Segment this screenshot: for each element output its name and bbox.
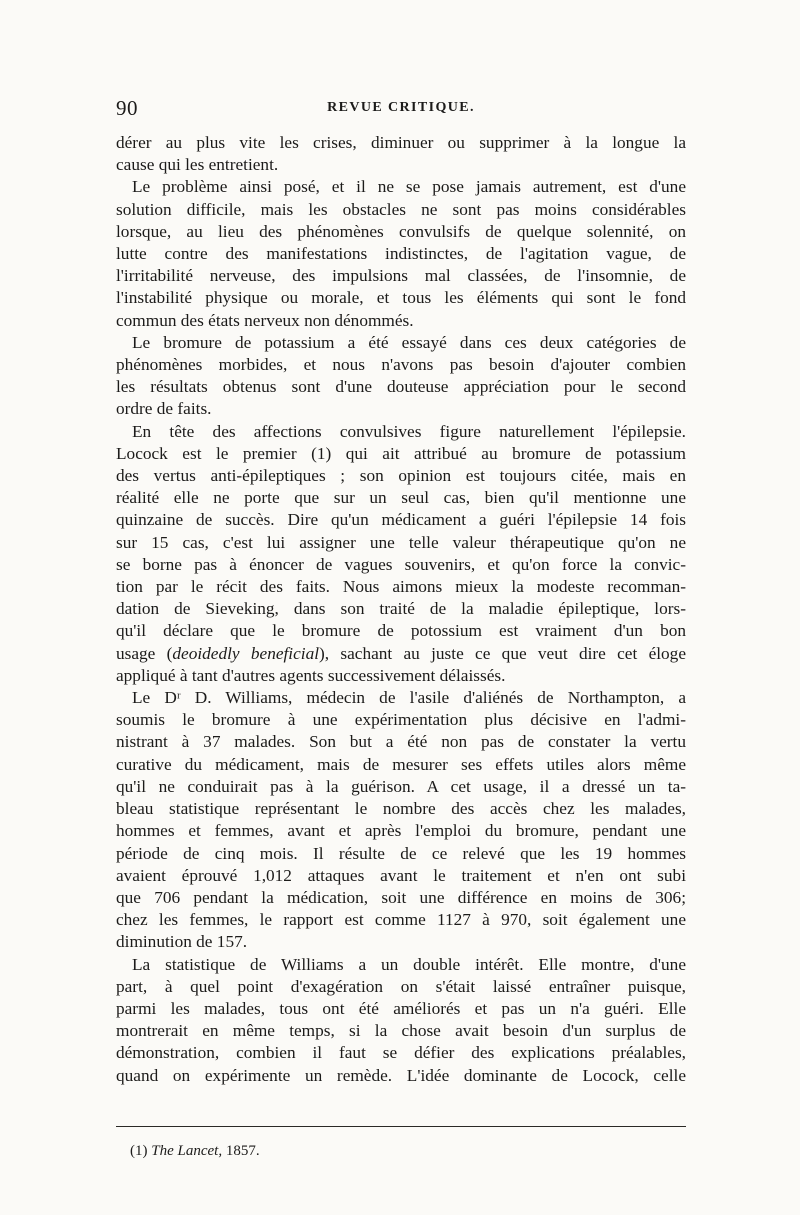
text-line [116,643,686,665]
text-line: soumis le bromure à une expérimentation plus décisive en l'admi- [116,710,686,730]
text-line: lutte contre des manifestations indistinctes, de l'agitation vague, de [116,244,686,264]
text-line: commun des états nerveux non dénommés. [116,310,414,330]
text-line: parmi les malades, tous ont été améliorés et pas un n'a guéri. Elle [116,998,686,1018]
text-line: que 706 pendant la médication, soit une différence en moins de 306; [116,887,686,907]
text-line: ordre de faits. [116,399,212,419]
text-line: solution difficile, mais les obstacles ne sont pas moins considérables [116,199,686,219]
text-segment: ), sachant au juste ce que veut dire cet éloge [319,643,686,663]
text-line: qu'il déclare que le bromure de potossium est vraiment d'un bon [116,621,686,641]
text-line: se borne pas à énoncer de vagues souvenirs, et qu'on force la convic- [116,554,686,574]
text-line: l'irritabilité nerveuse, des impulsions mal classées, de l'insomnie, de [116,266,686,286]
text-line: cause qui les entretient. [116,155,279,175]
text-line: quand on expérimente un remède. L'idée dominante de Locock, celle [116,1065,686,1085]
text-line: hommes et femmes, avant et après l'emploi du bromure, pendant une [116,821,686,841]
running-title: REVUE CRITIQUE. [327,100,475,115]
body-text [116,132,686,1087]
text-line: démonstration, combien il faut se défier des explications préalables, [116,1043,686,1063]
footnote-year: 1857. [225,1143,260,1159]
page-header [116,96,686,126]
text-line: part, à quel point d'exagération on s'était laissé entraîner puisque, [116,976,686,996]
text-line: Le bromure de potassium a été essayé dans ces deux catégories de [132,332,686,352]
footnote [130,1141,260,1161]
text-line: curative du médicament, mais de mesurer ses effets utiles alors même [116,754,686,774]
text-line: qu'il ne conduirait pas à la guérison. A cet usage, il a dressé un ta- [116,776,686,796]
footnote-divider [116,1126,686,1127]
text-line: quinzaine de succès. Dire qu'un médicament a guéri l'épilepsie 14 fois [116,510,686,530]
text-segment: usage ( [116,643,173,663]
text-line: tion par le récit des faits. Nous aimons mieux la modeste recomman- [116,577,686,597]
footnote-marker: (1) [130,1143,148,1159]
text-line: Le Dʳ D. Williams, médecin de l'asile d'aliénés de Northampton, a [132,688,686,708]
text-line: l'instabilité physique ou morale, et tous les éléments qui sont le fond [116,288,686,308]
text-line: dérer au plus vite les crises, diminuer ou supprimer à la longue la [116,133,686,152]
text-line: période de cinq mois. Il résulte de ce relevé que les 19 hommes [116,843,686,863]
text-line: chez les femmes, le rapport est comme 1127 à 970, soit également une [116,910,686,930]
text-line: montrerait en même temps, si la chose avait besoin d'un surplus de [116,1021,686,1041]
page-number: 90 [116,96,138,120]
quoted-english-phrase: deoidedly beneficial [172,643,320,663]
text-line: nistrant à 37 malades. Son but a été non pas de constater la vertu [116,732,686,752]
text-line: diminution de 157. [116,932,248,952]
text-line: La statistique de Williams a un double intérêt. Elle montre, d'une [132,954,686,974]
text-line: Locock est le premier (1) qui ait attribué au bromure de potassium [116,443,686,463]
text-line: réalité elle ne porte que sur un seul cas, bien qu'il mentionne une [116,488,686,508]
text-line: des vertus anti-épileptiques ; son opinion est toujours citée, mais en [116,466,686,486]
text-line: bleau statistique représentant le nombre des accès chez les malades, [116,799,686,819]
text-line: avaient éprouvé 1,012 attaques avant le traitement et n'en ont subi [116,865,686,885]
text-line: dation de Sieveking, dans son traité de la maladie épileptique, lors- [116,599,686,619]
text-line: appliqué à tant d'autres agents successivement délaissés. [116,665,506,685]
text-line: Le problème ainsi posé, et il ne se pose jamais autrement, est d'une [132,177,686,197]
text-line: En tête des affections convulsives figure naturellement l'épilepsie. [132,421,686,441]
footnote-source: The Lancet, [151,1143,223,1159]
text-line: lorsque, au lieu des phénomènes convulsifs de quelque solennité, on [116,221,686,241]
text-line: sur 15 cas, c'est lui assigner une telle valeur thérapeutique qu'on ne [116,532,686,552]
text-line: phénomènes morbides, et nous n'avons pas besoin d'ajouter combien [116,355,686,375]
text-line: les résultats obtenus sont d'une douteuse appréciation pour le second [116,377,686,397]
